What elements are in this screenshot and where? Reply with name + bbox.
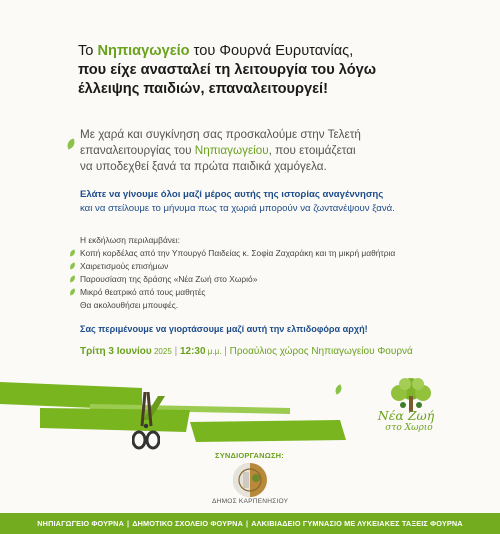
leaf-icon xyxy=(69,262,76,270)
footer-bar xyxy=(0,513,500,534)
footer-separator: | xyxy=(127,519,130,528)
event-details: Τρίτη 3 Ιουνίου 2025 | 12:30 μ.μ. | Προαύλιος χώρος Νηπιαγωγείου Φουρνά xyxy=(80,346,413,357)
intro-paragraph: Με χαρά και συγκίνηση σας προσκαλούμε στην Τελετή επαναλειτουργίας του Νηπιαγωγείου, που ετοιμάζεται να υποδεχθεί ξανά τα πρώτα παιδικά χαμόγελα. xyxy=(80,128,361,173)
brand-logo-text: Νέα Ζωή στο Χωριό xyxy=(377,408,435,433)
leaf-icon xyxy=(66,138,76,150)
municipality-emblem-icon xyxy=(232,462,268,498)
program-intro: Η εκδήλωση περιλαμβάνει: xyxy=(80,235,180,245)
municipality-name: ΔΗΜΟΣ ΚΑΡΠΕΝΗΣΙΟΥ xyxy=(212,498,289,505)
leaf-icon xyxy=(69,275,76,283)
list-item: Παρουσίαση της δράσης «Νέα Ζωή στο Χωριό» xyxy=(80,273,460,286)
footer-school-kindergarten: ΝΗΠΙΑΓΩΓΕΙΟ ΦΟΥΡΝΑ xyxy=(37,519,125,528)
program-list xyxy=(80,234,460,313)
footer-school-gymnasium: ΑΛΚΙΒΙΑΔΕΙΟ ΓΥΜΝΑΣΙΟ ΜΕ ΛΥΚΕΙΑΚΕΣ ΤΑΞΕΙΣ ΦΟΥΡΝΑ xyxy=(251,519,463,528)
headline: Το Νηπιαγωγείο του Φουρνά Ευρυτανίας, που είχε ανασταλεί τη λειτουργία του λόγω έλλειψης παιδιών, επαναλειτουργεί! xyxy=(78,43,377,97)
leaf-icon xyxy=(69,288,76,296)
scissors-icon xyxy=(132,392,160,454)
list-item: Μικρό θεατρικό από τους μαθητές xyxy=(80,286,460,299)
closing-line: Σας περιμένουμε να γιορτάσουμε μαζί αυτή την ελπιδοφόρα αρχή! xyxy=(80,324,368,334)
footer-school-primary: ΔΗΜΟΤΙΚΟ ΣΧΟΛΕΙΟ ΦΟΥΡΝΑ xyxy=(132,519,243,528)
leaf-icon xyxy=(69,249,76,257)
list-item: Θα ακολουθήσει μπουφές. xyxy=(80,300,179,311)
list-item: Χαιρετισμούς επισήμων xyxy=(80,260,460,273)
list-item: Κοπή κορδέλας από την Υπουργό Παιδείας κ. Σοφία Ζαχαράκη και τη μικρή μαθήτρια xyxy=(80,247,460,260)
call-to-action: Ελάτε να γίνουμε όλοι μαζί μέρος αυτής της ιστορίας αναγέννησης και να στείλουμε το μήνυμα πως τα χωριά μπορούν να ζωντανέψουν ξανά. xyxy=(80,189,395,214)
footer-separator: | xyxy=(245,519,249,528)
coorganizer-label: ΣΥΝΔΙΟΡΓΑΝΩΣΗ: xyxy=(215,451,284,460)
